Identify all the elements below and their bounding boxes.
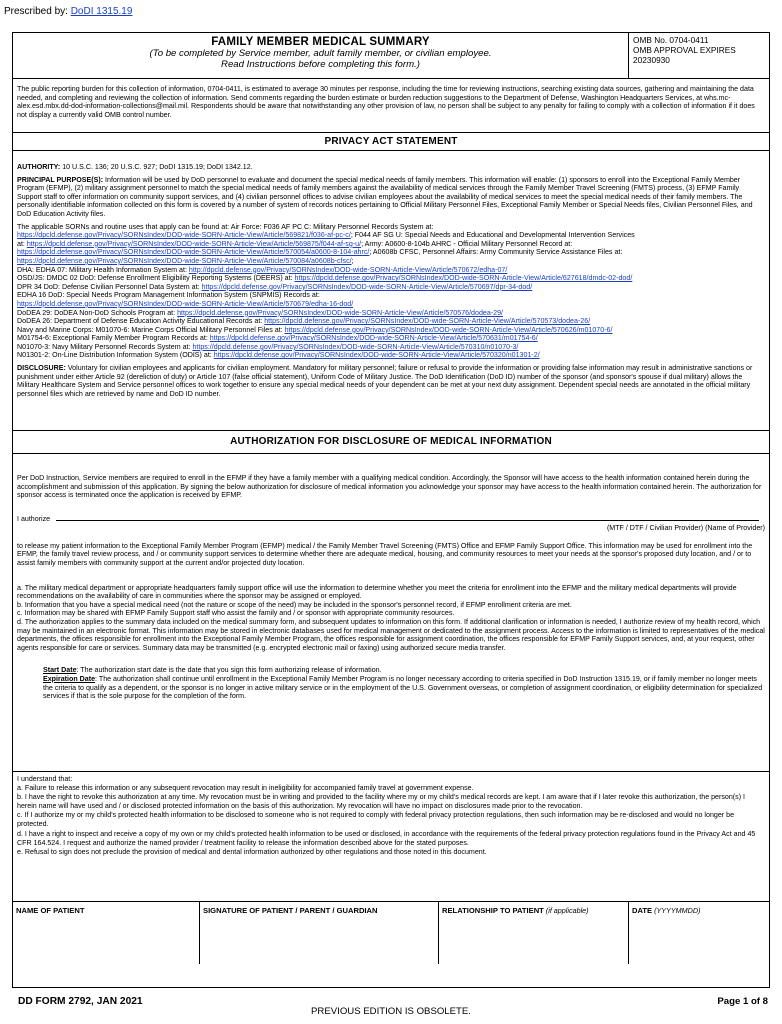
sorn-line	[17, 351, 765, 360]
understanding-section	[13, 772, 769, 902]
sorn-list	[17, 223, 765, 361]
purpose-text: Information will be used by DoD personnel to evaluate and document the special medical needs of family members. This information will enable: (1) sponsors to enroll into the Exceptional Family Member Program (EFMP), (2) military assignment personnel to match the special medical needs of family members against the availability of medical services through the Family Member Travel Screening (FMTS) process, (3) EFMP Family Support staff to offer information on community support services, and (4) civilian personnel offices to advise civilian employees about the availability of medical services to meet the special medical needs of their family members. The personally identifiable information collected on this form is covered by a number of system of records notices pertaining to Official Military Personnel Files, Exceptional Family Member or Special Needs files, Civilian Personnel Files, and DoD Education Activity files.	[17, 175, 753, 218]
form-header	[13, 33, 769, 79]
patient-name-field[interactable]	[13, 902, 200, 964]
sorn-text: DPR 34 DoD: Defense Civilian Personnel Data System at:	[17, 282, 202, 291]
omb-number: OMB No. 0704-0411	[633, 35, 709, 45]
omb-block	[628, 33, 769, 78]
form-id: DD FORM 2792, JAN 2021	[18, 996, 143, 1007]
sorn-text: The applicable SORNs and routine uses that apply can be found at: Air Force: F036 AF PC C: Military Personnel Records System at:	[17, 222, 434, 231]
sorn-link[interactable]: https://dpcld.defense.gov/Privacy/SORNsIndex/DOD-wide-SORN-Article-View/Article/570573/dodea-26/	[264, 317, 591, 326]
start-date-label: Start Date	[43, 666, 77, 675]
sorn-text: N01301-2: On-Line Distribution Information System (ODIS) at:	[17, 351, 214, 360]
sorn-line	[17, 343, 765, 352]
sorn-line	[17, 240, 765, 249]
release-text: to release my patient information to the Exceptional Family Member Program (EFMP) medical / the Family Member Travel Screening (FMTS) Office and EFMP Family Support Office. This information may be used for enrollment into the EFMP, the family travel review process, and / or community support services to determine whether there are adequate medical, housing, and community resources to meet your needs at the sponsor's proposed duty location, and / or to assist family members with community support at the current and/or projected duty location.	[17, 541, 753, 567]
date-hint: (YYYYMMDD)	[652, 906, 701, 915]
omb-date: 20230930	[633, 55, 670, 65]
sorn-link[interactable]: https://dpcld.defense.gov/Privacy/SORNsIndex/DOD-wide-SORN-Article-View/Article/570697/dpr-34-dod/	[201, 282, 533, 291]
sorn-line	[17, 283, 765, 292]
provider-hint: (MTF / DTF / Civilian Provider) (Name of Provider)	[606, 523, 765, 532]
authorization-section	[13, 454, 769, 772]
sorn-line	[17, 266, 765, 275]
expiration-date-label: Expiration Date	[43, 674, 96, 683]
sorn-line	[17, 326, 765, 335]
disclosure-text: Voluntary for civilian employees and applicants for civilian employment. Mandatory for military personnel; failure or refusal to provide the information or providing false information may result in administrative sanctions or punishment under either Article 92 (dereliction of duty) or Article 107 (false official statement), Uniform Code of Military Justice. The DoD Identification (DoD ID) number of the sponsor (and sponsor's spouse if dual military) allows the Military Healthcare System and Service personnel offices to work together to ensure any special medical needs of your dependent can be met at your next duty assignment. Dependent special needs are annotated in the official military personnel files which are retrieved by name and DoD ID number.	[17, 364, 753, 398]
sorn-text: Navy and Marine Corps: M01070-6: Marine Corps Official Military Personnel Files at:	[17, 325, 285, 334]
sorn-link[interactable]: https://dpcld.defense.gov/Privacy/SORNsIndex/DOD-wide-SORN-Article-View/Article/570054/a0600-8-104-ahrc/	[17, 248, 370, 257]
relationship-label: RELATIONSHIP TO PATIENT	[442, 906, 544, 915]
sorn-text: M01754-6: Exceptional Family Member Program Records at:	[17, 334, 210, 343]
prescribed-link[interactable]: DoDI 1315.19	[70, 6, 133, 17]
sorn-link[interactable]: https://dpcld.defense.gov/Privacy/SORNsIndex/DOD-wide-SORN-Article-View/Article/570679/edha-16-dod/	[17, 299, 354, 308]
patient-signature-field[interactable]	[200, 902, 439, 964]
relationship-hint: (if applicable)	[543, 906, 589, 915]
sorn-text: ; F044 AF SG U: Special Needs and Educational and Developmental Intervention Services	[350, 231, 635, 240]
sorn-line	[17, 223, 765, 232]
relationship-field[interactable]	[439, 902, 629, 964]
authority-label: AUTHORITY:	[17, 163, 61, 171]
sorn-link[interactable]: https://dpcld.defense.gov/Privacy/SORNsIndex/DOD-wide-SORN-Article-View/Article/570576/dodea-29/	[177, 308, 504, 317]
sorn-link[interactable]: https://dpcld.defense.gov/Privacy/SORNsIndex/DOD-wide-SORN-Article-View/Article/569875/f044-af-sg-u/	[26, 239, 362, 248]
omb-approval: OMB APPROVAL EXPIRES	[633, 45, 736, 55]
sorn-line	[17, 248, 765, 257]
principal-purpose	[17, 176, 765, 219]
understand-d: d. I have a right to inspect and receive a copy of my own or my child's protected health information to be used or disclosed, in accordance with the requirements of the federal privacy protection regulations found in the Privacy Act and 45 CFR 164.524. I request and authorize the named provider / treatment facility to release the information described above for the stated purposes.	[17, 829, 756, 847]
date-label: DATE	[632, 906, 653, 915]
understand-b: b. I have the right to revoke this authorization at any time. My revocation must be in writing and provided to the facility where my or my child's medical records are kept. I am aware that if I later revoke this authorization, the person(s) I herein name will have used and / or disclosed protected information on the basis of this authorization. My revocation will have no impact on disclosures made prior to the revocation.	[17, 793, 746, 811]
auth-item-d: d. The authorization applies to the summary data included on the medical summary form, and subsequent updates to information on this form. If additional clarification or information is needed, I authorize review of my health record, which may be maintained in an electronic format. This information may be stored in electronic databases used for medical management or dedicated to the assignment process. Access to the information is limited to representatives of the medical departments, the offices responsible for enrollment into the Exceptional Family Member Program, the offices responsible for assignment coordination, the offices responsible for EFMP Family Support services, and, at your request, other agents responsible for care or services. Summary data may be transmitted (e.g. encrypted electronic mail or faxing) using authorized secure media transfer.	[17, 617, 765, 652]
disclosure	[17, 364, 765, 398]
sorn-text: DHA: EDHA 07: Military Health Information System at:	[17, 265, 189, 274]
prescribed-label: Prescribed by:	[4, 6, 68, 17]
sorn-line	[17, 317, 765, 326]
provider-hint-row	[17, 524, 765, 536]
sorn-text: ; A0608b CFSC, Personnel Affairs: Army Community Service Assistance Files at:	[369, 248, 623, 257]
form-subtitle-1: (To be completed by Service member, adult family member, or civilian employee.	[149, 48, 492, 59]
authority-text: 10 U.S.C. 136; 20 U.S.C. 927; DoDI 1315.19; DoDI 1342.12.	[60, 163, 253, 171]
obsolete-notice: PREVIOUS EDITION IS OBSOLETE.	[311, 1006, 471, 1017]
auth-item-c: c. Information may be shared with EFMP Family Support staff who assist the family and / or sponsor with appropriate community resources.	[17, 609, 455, 618]
sorn-text: N01070-3: Navy Military Personnel Records System at:	[17, 342, 193, 351]
privacy-heading: PRIVACY ACT STATEMENT	[13, 133, 769, 151]
sorn-text: ;	[351, 256, 354, 265]
sorn-link[interactable]: https://dpcld.defense.gov/Privacy/SORNsIndex/DOD-wide-SORN-Article-View/Article/627618/dmdc-02-dod/	[294, 274, 633, 283]
sorn-line	[17, 300, 765, 309]
privacy-section	[13, 151, 769, 431]
signature-row	[13, 902, 769, 964]
form-subtitle-2: Read Instructions before completing this form.)	[221, 59, 420, 70]
sorn-link[interactable]: https://dpcld.defense.gov/Privacy/SORNsIndex/DOD-wide-SORN-Article-View/Article/570631/m01754-6/	[209, 334, 538, 343]
sorn-line	[17, 274, 765, 283]
start-date-note	[17, 666, 765, 675]
authorize-line	[17, 502, 765, 524]
page-number: Page 1 of 8	[717, 996, 768, 1007]
title-block	[13, 33, 628, 78]
authority	[17, 163, 765, 172]
auth-item-a: a. The military medical department or appropriate headquarters family support office will use the information to determine whether you meet the criteria for enrollment into the EFMP and the military medical departments will provide recommendations on the availability of care in communities where the sponsor may be assigned or employed.	[17, 583, 737, 601]
understand-a: a. Failure to release this information or any subsequent revocation may result in ineligibility for accompanied family travel at government expense.	[17, 784, 474, 793]
start-date-text: : The authorization start date is the date that you sign this form authorizing release of information.	[76, 666, 382, 675]
expiration-date-note	[17, 675, 765, 701]
prescribed-by	[4, 6, 132, 17]
sorn-link[interactable]: https://dpcld.defense.gov/Privacy/SORNsIndex/DOD-wide-SORN-Article-View/Article/570084/a0608b-cfsc/	[17, 256, 352, 265]
signature-label: SIGNATURE OF PATIENT / PARENT / GUARDIAN	[203, 906, 378, 915]
burden-statement: The public reporting burden for this collection of information, 0704-0411, is estimated to average 30 minutes per response, including the time for reviewing instructions, searching existing data sources, gathering and maintaining the data needed, and completing and reviewing the collection of information. Send comments regarding the burden estimate or burden reduction suggestions to the Department of Defense, Washington Headquarters Services, at whs.mc-alex.esd.mbx.dd-dod-information-collections@mail.mil. Respondents should be aware that notwithstanding any other provision of law, no person shall be subject to any penalty for failing to comply with a collection of information if it does not display a currently valid OMB control number.	[13, 79, 769, 133]
sorn-line	[17, 309, 765, 318]
sorn-line	[17, 291, 765, 300]
understand-e: e. Refusal to sign does not preclude the provision of medical and dental information authorized by other regulations and those noted in this document.	[17, 847, 487, 856]
date-field[interactable]	[629, 902, 769, 964]
sorn-text: at:	[17, 239, 27, 248]
sorn-link[interactable]: https://dpcld.defense.gov/Privacy/SORNsIndex/DOD-wide-SORN-Article-View/Article/570626/m01070-6/	[284, 325, 613, 334]
understand-c: c. If I authorize my or my child's protected health information to be disclosed to someone who is not required to comply with federal privacy protection regulations, then such information may be re-disclosed and would no longer be protected.	[17, 811, 735, 829]
authorization-heading: AUTHORIZATION FOR DISCLOSURE OF MEDICAL INFORMATION	[13, 431, 769, 454]
sorn-link[interactable]: https://dpcld.defense.gov/Privacy/SORNsIndex/DOD-wide-SORN-Article-View/Article/569821/f036-af-pc-c/	[17, 231, 351, 240]
sorn-line	[17, 334, 765, 343]
sorn-text: DoDEA 29: DoDEA Non-DoD Schools Program at:	[17, 308, 178, 317]
sorn-link[interactable]: https://dpcld.defense.gov/Privacy/SORNsIndex/DOD-wide-SORN-Article-View/Article/570310/n01070-3/	[192, 342, 519, 351]
sorn-text: DoDEA 26: Department of Defense Education Activity Educational Records at:	[17, 317, 265, 326]
sorn-link[interactable]: http://dpcld.defense.gov/Privacy/SORNsIndex/DOD-wide-SORN-Article-View/Article/570672/edha-07/	[188, 265, 508, 274]
sorn-text: ; Army: A0600-8-104b AHRC - Official Military Personnel Record at:	[361, 239, 573, 248]
authorization-intro: Per DoD Instruction, Service members are required to enroll in the EFMP if they have a family member with a qualifying medical condition. Accordingly, the Sponsor will have access to the health information contained herein during the accomplishment and submission of this application. By signing the below authorization for disclosure of medical information you acknowledge your sponsor may have access to the health information contained herein. The authorization for sponsor access is terminated once the application is received by EFMP.	[17, 474, 762, 500]
sorn-text: OSD/JS: DMDC 02 DoD: Defense Enrollment Eligibility Reporting Systems (DEERS) at:	[17, 274, 295, 283]
sorn-text: EDHA 16 DoD: Special Needs Program Management Information System (SNPMIS) Records at:	[17, 291, 320, 300]
form-page	[12, 32, 770, 988]
patient-name-label: NAME OF PATIENT	[16, 906, 85, 915]
form-title: FAMILY MEMBER MEDICAL SUMMARY	[211, 36, 430, 48]
sorn-line	[17, 257, 765, 266]
expiration-date-text: : The authorization shall continue until enrollment in the Exceptional Family Member Program is no longer necessary according to criteria specified in DoD Instruction 1315.19, or if family member no longer meets the criteria to qualify as a dependent, or the sponsor is no longer in active military service or in the employment of the U.S. Government overseas, or completion of assignment coordination, or eligibility determination for specialized services if that is the sole purpose for the completion of the form.	[43, 674, 763, 701]
sorn-link[interactable]: https://dpcld.defense.gov/Privacy/SORNsIndex/DOD-wide-SORN-Article-View/Article/570320/n01301-2/	[213, 351, 540, 360]
auth-item-b: b. Information that you have a special medical need (not the nature or scope of the need) may be included in the sponsor's personnel record, if EFMP enrollment criteria are met.	[17, 600, 572, 609]
disclosure-label: DISCLOSURE:	[17, 364, 66, 373]
i-authorize-label: I authorize	[17, 515, 51, 524]
understand-lead: I understand that:	[17, 775, 73, 783]
provider-name-field[interactable]	[56, 508, 759, 521]
sorn-line	[17, 231, 765, 240]
purpose-label: PRINCIPAL PURPOSE(S):	[17, 175, 104, 184]
